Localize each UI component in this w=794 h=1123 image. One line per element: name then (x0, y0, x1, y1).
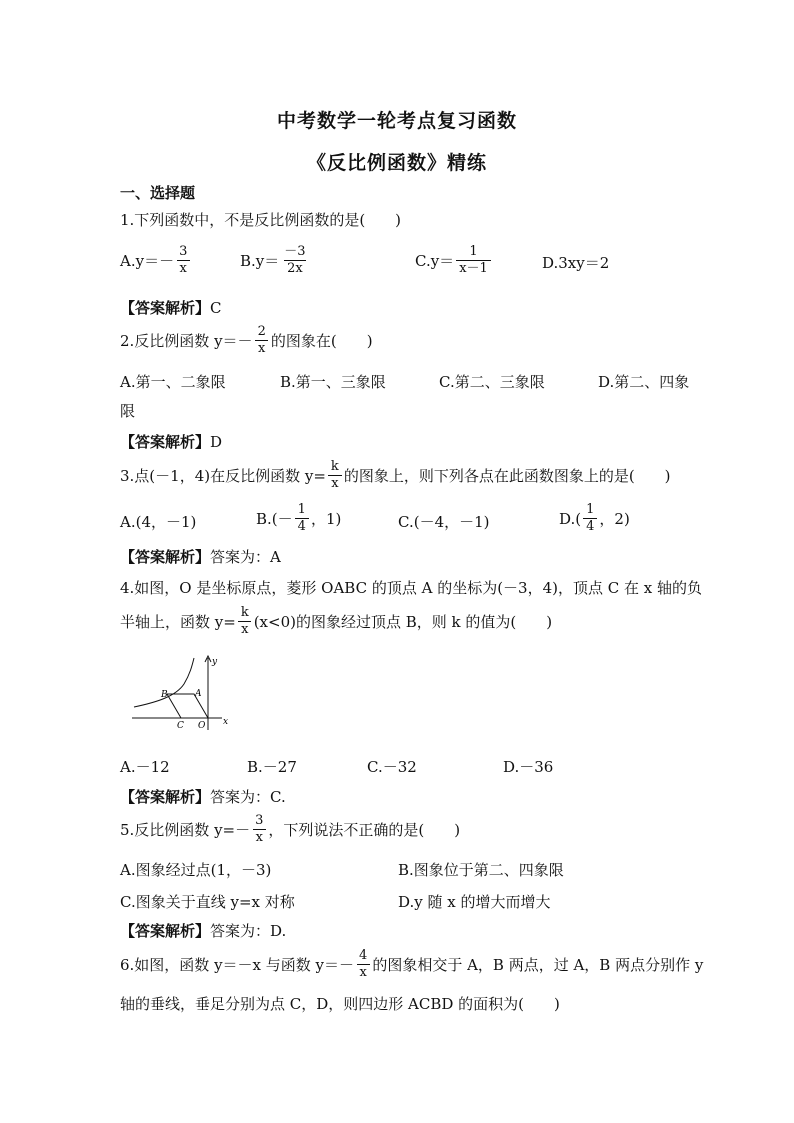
rhombus-oabc (167, 694, 208, 718)
q3-answer: 【答案解析】答案为：A (120, 548, 281, 566)
q2-option-b: B.第一、三象限 (280, 373, 386, 391)
q3-option-a: A.(4，－1) (120, 513, 197, 531)
q1-option-d: D.3xy＝2 (542, 254, 610, 272)
q4-option-c: C.－32 (367, 758, 417, 776)
q2-option-d: D.第二、四象 (598, 373, 690, 391)
q2-option-d-continued: 限 (120, 402, 136, 420)
q6-stem-line2: 轴的垂线，垂足分别为点 C，D，则四边形 ACBD 的面积为( ) (120, 995, 560, 1013)
q6-stem-line1: 6.如图，函数 y＝－x 与函数 y＝－ $\frac{4}{x}$ 的图象相交于 A，B 两点，过 A，B 两点分别作 y (120, 948, 704, 980)
q4-option-b: B.－27 (247, 758, 297, 776)
q5-option-c: C.图象关于直线 y=x 对称 (120, 893, 295, 911)
q3-stem: 3.点(－1，4)在反比例函数 y= $\frac{k}{x}$ 的图象上，则下列各点在此函数图象上的是( ) (120, 459, 671, 491)
q5-option-b: B.图象位于第二、四象限 (398, 861, 564, 879)
q4-figure (128, 652, 232, 736)
q1-option-a: A.y＝－ $\frac{3}{x}$ (120, 244, 192, 277)
label-o: O (198, 721, 206, 731)
q5-answer: 【答案解析】答案为：D. (120, 922, 287, 940)
q4-option-a: A.－12 (120, 758, 170, 776)
q4-answer: 【答案解析】答案为：C. (120, 788, 286, 806)
q5-option-d: D.y 随 x 的增大而增大 (398, 893, 551, 911)
q3-option-b: B.(－ $\frac{1}{4}$ ，1) (256, 502, 342, 534)
q2-option-a: A.第一、二象限 (120, 373, 226, 391)
q4-stem-line1: 4.如图，O 是坐标原点，菱形 OABC 的顶点 A 的坐标为(－3，4)，顶点 C 在 x 轴的负 (120, 579, 702, 597)
fraction: $\frac{-3}{2x}$ (284, 244, 306, 276)
fraction: $\frac{1}{4}$ (583, 502, 597, 535)
q5-option-a: A.图象经过点(1，－3) (120, 861, 272, 879)
label-c: C (177, 721, 184, 731)
q2-answer: 【答案解析】D (120, 433, 223, 451)
fraction: $\frac{1}{4}$ (295, 502, 309, 535)
label-a: A (195, 689, 202, 699)
fraction: $\frac{3}{x}$ (176, 244, 190, 277)
q1-option-b: B.y＝ $\frac{-3}{2x}$ (240, 244, 311, 277)
fraction: $\frac{2}{x}$ (255, 324, 269, 357)
fraction: $\frac{3}{x}$ (252, 813, 266, 846)
doc-title: 中考数学一轮考点复习函数 (276, 110, 517, 132)
section-heading: 一、选择题 (120, 184, 196, 202)
label-b: B (161, 690, 168, 700)
q2-option-c: C.第二、三象限 (439, 373, 545, 391)
label-x: x (223, 717, 229, 727)
q3-option-d: D.( $\frac{1}{4}$ ，2) (559, 502, 630, 534)
label-y: y (212, 657, 218, 667)
q3-option-c: C.(－4，－1) (398, 513, 490, 531)
fraction: $\frac{1}{x-1}$ (456, 244, 491, 277)
q4-stem-line2: 半轴上，函数 y= $\frac{k}{x}$ (x<0)的图象经过顶点 B，则 k 的值为( ) (120, 605, 553, 637)
q5-stem: 5.反比例函数 y=－ $\frac{3}{x}$ ，下列说法不正确的是( ) (120, 813, 461, 845)
fraction: $\frac{k}{x}$ (238, 605, 252, 638)
q1-stem: 1.下列函数中，不是反比例函数的是( ) (120, 211, 402, 229)
fraction: $\frac{k}{x}$ (328, 459, 342, 492)
q1-option-c: C.y＝ $\frac{1}{x-1}$ (415, 244, 493, 277)
q2-stem: 2.反比例函数 y＝－ $\frac{2}{x}$ 的图象在( ) (120, 324, 373, 356)
fraction: $\frac{4}{x}$ (356, 948, 370, 981)
doc-subtitle: 《反比例函数》精练 (306, 152, 487, 174)
q1-answer: 【答案解析】C (120, 299, 222, 317)
q4-option-d: D.－36 (503, 758, 554, 776)
